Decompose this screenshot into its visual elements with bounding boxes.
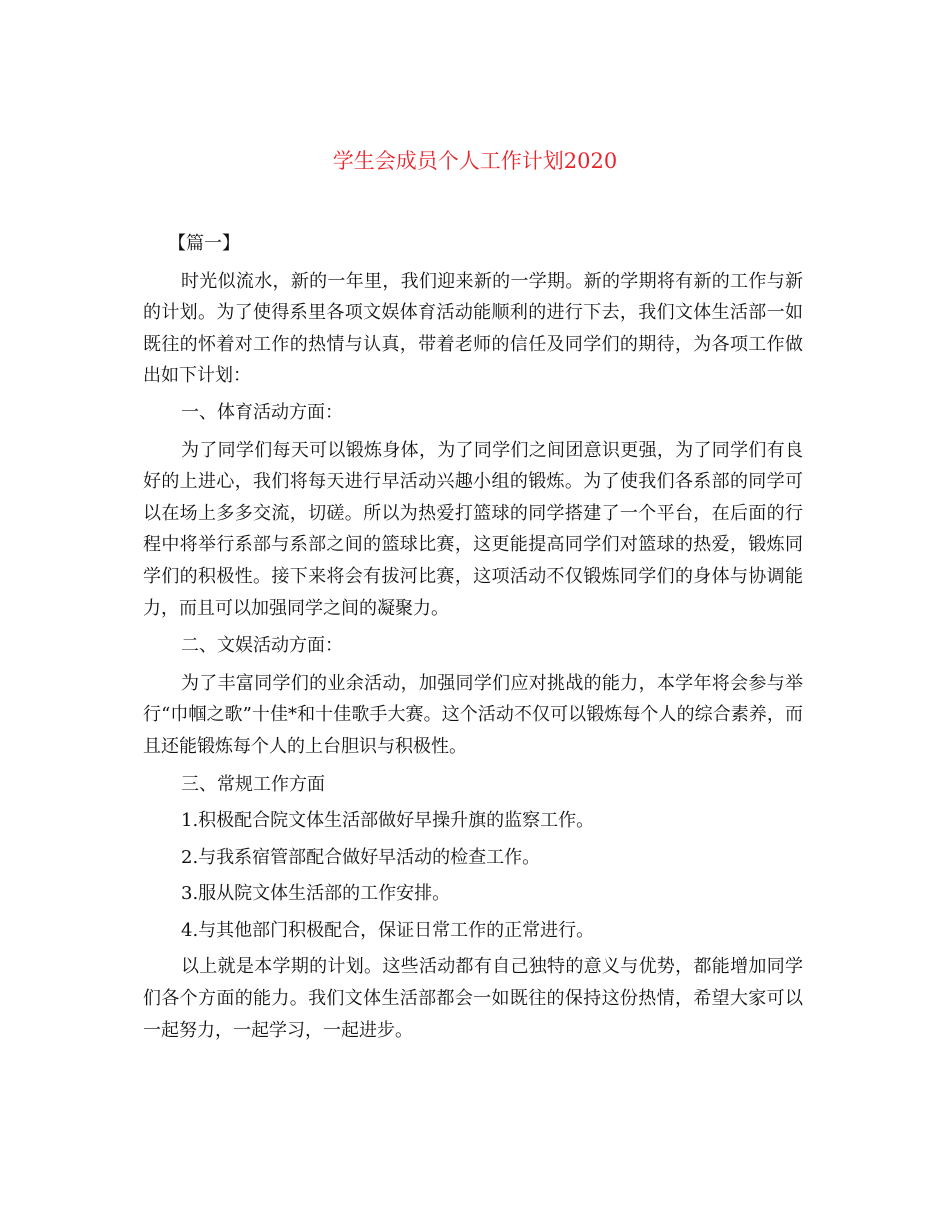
paragraph-conclusion: 以上就是本学期的计划。这些活动都有自己独特的意义与优势，都能增加同学们各个方面的能力。我们文体生活部都会一如既往的保持这份热情，希望大家可以一起努力，一起学习，一起进步。 xyxy=(143,956,803,1041)
document-body xyxy=(143,228,803,1046)
list-item-4: 4.与其他部门积极配合，保证日常工作的正常进行。 xyxy=(181,919,595,941)
document-title: 学生会成员个人工作计划2020 xyxy=(332,149,618,173)
paragraph-entertainment-activities: 为了丰富同学们的业余活动，加强同学们应对挑战的能力，本学年将会参与举行“巾帼之歌”十佳*和十佳歌手大赛。这个活动不仅可以锻炼每个人的综合素养，而且还能锻炼每个人的上台胆识与积极性。 xyxy=(143,672,803,757)
section-heading-part-one: 【篇一】 xyxy=(168,233,240,254)
heading-entertainment-activities: 二、文娱活动方面： xyxy=(181,635,343,657)
heading-routine-work: 三、常规工作方面 xyxy=(181,773,325,795)
paragraph-intro: 时光似流水，新的一年里，我们迎来新的一学期。新的学期将有新的工作与新的计划。为了使得系里各项文娱体育活动能顺利的进行下去，我们文体生活部一如既往的怀着对工作的热情与认真，带着老师的信任及同学们的期待，为各项工作做出如下计划： xyxy=(143,270,803,387)
list-item-2: 2.与我系宿管部配合做好早活动的检查工作。 xyxy=(181,846,541,868)
list-item-1: 1.积极配合院文体生活部做好早操升旗的监察工作。 xyxy=(181,810,595,832)
heading-sports-activities: 一、体育活动方面： xyxy=(181,401,343,423)
list-item-3: 3.服从院文体生活部的工作安排。 xyxy=(181,883,451,905)
paragraph-sports-activities: 为了同学们每天可以锻炼身体，为了同学们之间团意识更强，为了同学们有良好的上进心，我们将每天进行早活动兴趣小组的锻炼。为了使我们各系部的同学可以在场上多多交流，切磋。所以为热爱打篮球的同学搭建了一个平台，在后面的行程中将举行系部与系部之间的篮球比赛，这更能提高同学们对篮球的热爱，锻炼同学们的积极性。接下来将会有拔河比赛，这项活动不仅锻炼同学们的身体与协调能力，而且可以加强同学之间的凝聚力。 xyxy=(143,439,803,619)
